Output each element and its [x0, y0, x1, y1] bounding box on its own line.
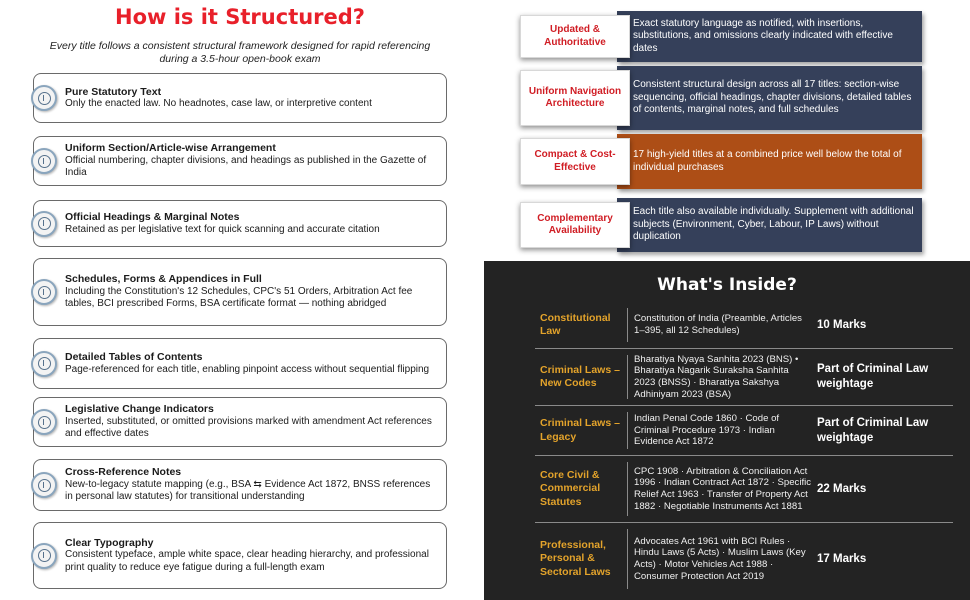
inside-row: [535, 523, 953, 595]
feature-title: Cross-Reference Notes: [65, 466, 182, 479]
marks-value: 22 Marks: [817, 482, 867, 495]
titles-list: CPC 1908 · Arbitration & Conciliation Act 1996 · Indian Contract Act 1872 · Specific Relief Act 1963 · Transfer of Property Act 1882 · Negotiable Instruments Act 1881: [634, 465, 812, 512]
feature-card: [33, 338, 447, 389]
highlight-panel: [520, 198, 922, 252]
highlight-panel: [520, 66, 922, 130]
highlight-text: Consistent structural design across all 17 titles: section-wise sequencing, official headings, chapter divisions, detailed tables of contents, marginal notes, and full schedules: [617, 66, 922, 130]
feature-title: Legislative Change Indicators: [65, 403, 214, 416]
inside-row: [535, 406, 953, 456]
titles-list: Bharatiya Nyaya Sanhita 2023 (BNS) • Bharatiya Nagarik Suraksha Sanhita 2023 (BNSS) · Bharatiya Sakshya Adhiniyam 2023 (BSA): [634, 353, 799, 400]
feature-title: Detailed Tables of Contents: [65, 351, 203, 363]
marks-value: Part of Criminal Law weightage: [817, 363, 929, 390]
feature-card: [33, 459, 447, 511]
marks-value: 17 Marks: [817, 552, 867, 565]
info-icon: [31, 351, 57, 377]
inside-row: [535, 349, 953, 406]
category-label: Criminal Laws – New Codes: [540, 363, 620, 389]
feature-title: Official Headings & Marginal Notes: [65, 211, 240, 223]
feature-desc: Inserted, substituted, or omitted provisions marked with amendment Act references and effective dates: [65, 415, 432, 440]
highlight-label: Compact & Cost-Effective: [520, 138, 630, 185]
info-icon: [31, 279, 57, 305]
feature-card: [33, 200, 447, 247]
feature-desc: Page-referenced for each title, enabling pinpoint access without sequential flipping: [65, 363, 430, 375]
feature-desc: Official numbering, chapter divisions, and headings as published in the Gazette of India: [65, 154, 427, 179]
feature-card: [33, 397, 447, 447]
feature-card: [33, 73, 447, 123]
feature-title: Pure Statutory Text: [65, 85, 162, 98]
info-icon: [31, 543, 57, 569]
whats-inside-section: [484, 261, 970, 600]
info-icon: [31, 409, 57, 435]
highlight-label: Updated & Authoritative: [520, 15, 630, 58]
highlight-text: Exact statutory language as notified, with insertions, substitutions, and omissions clearly indicated with effective dates: [617, 11, 922, 62]
feature-desc: Retained as per legislative text for quick scanning and accurate citation: [65, 223, 380, 235]
column-divider: [627, 355, 628, 399]
feature-desc: New-to-legacy statute mapping (e.g., BSA ⇆ Evidence Act 1872, BNSS references in personal law statutes) for transitional understanding: [65, 478, 431, 503]
feature-title: Clear Typography: [65, 536, 154, 549]
highlight-text: Each title also available individually. Supplement with additional subjects (Environment, Cyber, Labour, IP Laws) without duplication: [617, 198, 922, 252]
category-label: Core Civil & Commercial Statutes: [540, 468, 601, 508]
info-icon: [31, 472, 57, 498]
feature-title: Uniform Section/Article-wise Arrangement: [65, 142, 276, 155]
marks-value: Part of Criminal Law weightage: [817, 416, 929, 444]
category-label: Criminal Laws – Legacy: [540, 417, 620, 443]
column-divider: [627, 412, 628, 449]
info-icon: [31, 85, 57, 111]
marks-value: 10 Marks: [817, 318, 867, 331]
feature-card: [33, 522, 447, 589]
whats-inside-title: What's Inside?: [657, 275, 797, 295]
highlight-label: Uniform Navigation Architecture: [520, 70, 630, 126]
info-icon: [31, 148, 57, 174]
titles-list: Constitution of India (Preamble, Articles 1–395, all 12 Schedules): [634, 313, 802, 336]
column-divider: [627, 462, 628, 516]
titles-list: Advocates Act 1961 with BCI Rules · Hindu Laws (5 Acts) · Muslim Laws (Key Acts) · Motor Vehicles Act 1988 · Consumer Protection Act 2019: [634, 535, 806, 582]
structure-title: How is it Structured?: [115, 5, 365, 29]
feature-desc: Only the enacted law. No headnotes, case law, or interpretive content: [65, 98, 372, 109]
feature-desc: Consistent typeface, ample white space, clear heading hierarchy, and professional print quality to reduce eye fatigue during a full-length exam: [65, 549, 429, 573]
feature-desc: Including the Constitution's 12 Schedules, CPC's 51 Orders, Arbitration Act fee tables, BCI prescribed Forms, BSA certificate format — nothing abridged: [65, 285, 413, 310]
feature-card: [33, 258, 447, 326]
structure-subtitle: Every title follows a consistent structural framework designed for rapid referencing during a 3.5-hour open-book exam: [49, 40, 431, 65]
highlight-text: 17 high-yield titles at a combined price well below the total of individual purchases: [617, 134, 922, 189]
inside-row: [535, 456, 953, 523]
info-icon: [31, 211, 57, 237]
highlight-label: Complementary Availability: [520, 202, 630, 248]
category-label: Professional, Personal & Sectoral Laws: [540, 538, 611, 578]
structure-section: [0, 0, 480, 600]
column-divider: [627, 529, 628, 589]
titles-list: Indian Penal Code 1860 · Code of Criminal Procedure 1973 · Indian Evidence Act 1872: [634, 413, 780, 448]
category-label: Constitutional Law: [540, 311, 611, 337]
highlight-panel: [520, 134, 922, 189]
column-divider: [627, 308, 628, 342]
highlight-panel: [520, 11, 922, 62]
feature-card: [33, 136, 447, 186]
inside-row: [535, 302, 953, 349]
feature-title: Schedules, Forms & Appendices in Full: [65, 273, 262, 286]
